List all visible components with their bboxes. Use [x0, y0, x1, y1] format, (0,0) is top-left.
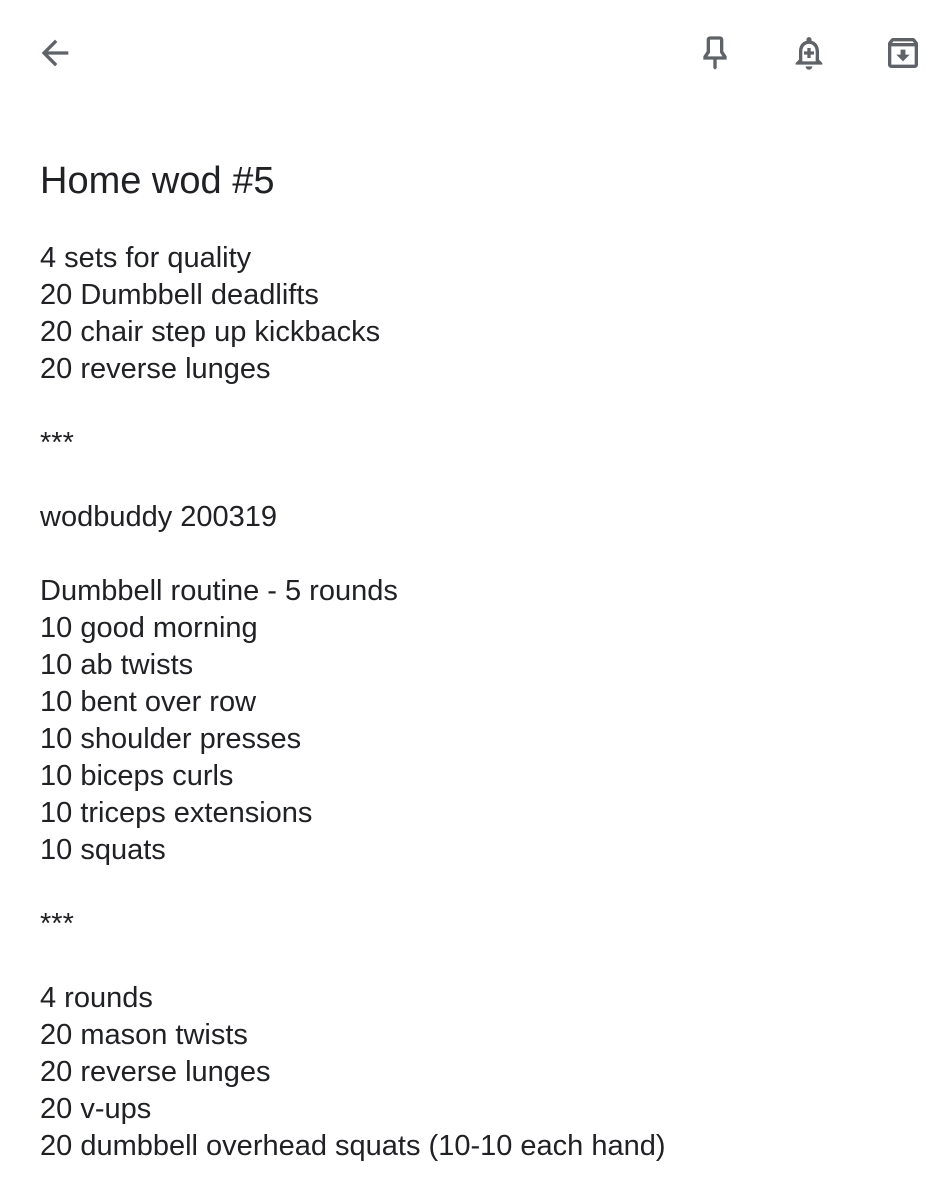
- pin-icon: [695, 33, 735, 73]
- note-line: wodbuddy 200319: [40, 501, 278, 533]
- note-line: ***: [40, 908, 74, 940]
- note-line: 10 shoulder presses: [40, 723, 302, 755]
- note-line: 10 triceps extensions: [40, 797, 313, 829]
- note-line: 4 rounds: [40, 982, 153, 1014]
- note-line: 20 reverse lunges: [40, 353, 271, 385]
- note-body[interactable]: [40, 240, 920, 1165]
- archive-icon: [883, 33, 923, 73]
- note-line: 10 ab twists: [40, 649, 194, 681]
- note-blank-line: [40, 869, 920, 906]
- note-line: ***: [40, 427, 74, 459]
- note-line: 20 chair step up kickbacks: [40, 316, 381, 348]
- reminder-button[interactable]: [785, 29, 833, 77]
- note-line: 20 Dumbbell deadlifts: [40, 279, 319, 311]
- arrow-back-icon: [35, 33, 75, 73]
- note-line: 20 dumbbell overhead squats (10-10 each hand): [40, 1130, 666, 1162]
- add-alert-icon: [789, 33, 829, 73]
- note-blank-line: [40, 388, 920, 425]
- note-title[interactable]: Home wod #5: [40, 160, 275, 202]
- note-blank-line: [40, 943, 920, 980]
- note-line: 10 good morning: [40, 612, 258, 644]
- note-toolbar: [0, 0, 951, 110]
- pin-button[interactable]: [691, 29, 739, 77]
- archive-button[interactable]: [879, 29, 927, 77]
- note-line: 20 v-ups: [40, 1093, 152, 1125]
- note-line: 10 bent over row: [40, 686, 257, 718]
- note-blank-line: [40, 536, 920, 573]
- note-line: 20 reverse lunges: [40, 1056, 271, 1088]
- note-blank-line: [40, 462, 920, 499]
- note-line: 4 sets for quality: [40, 242, 252, 274]
- note-line: Dumbbell routine - 5 rounds: [40, 575, 398, 607]
- note-line: 10 biceps curls: [40, 760, 234, 792]
- note-editor[interactable]: [40, 150, 920, 1165]
- note-line: 10 squats: [40, 834, 166, 866]
- back-button[interactable]: [31, 29, 79, 77]
- note-line: 20 mason twists: [40, 1019, 248, 1051]
